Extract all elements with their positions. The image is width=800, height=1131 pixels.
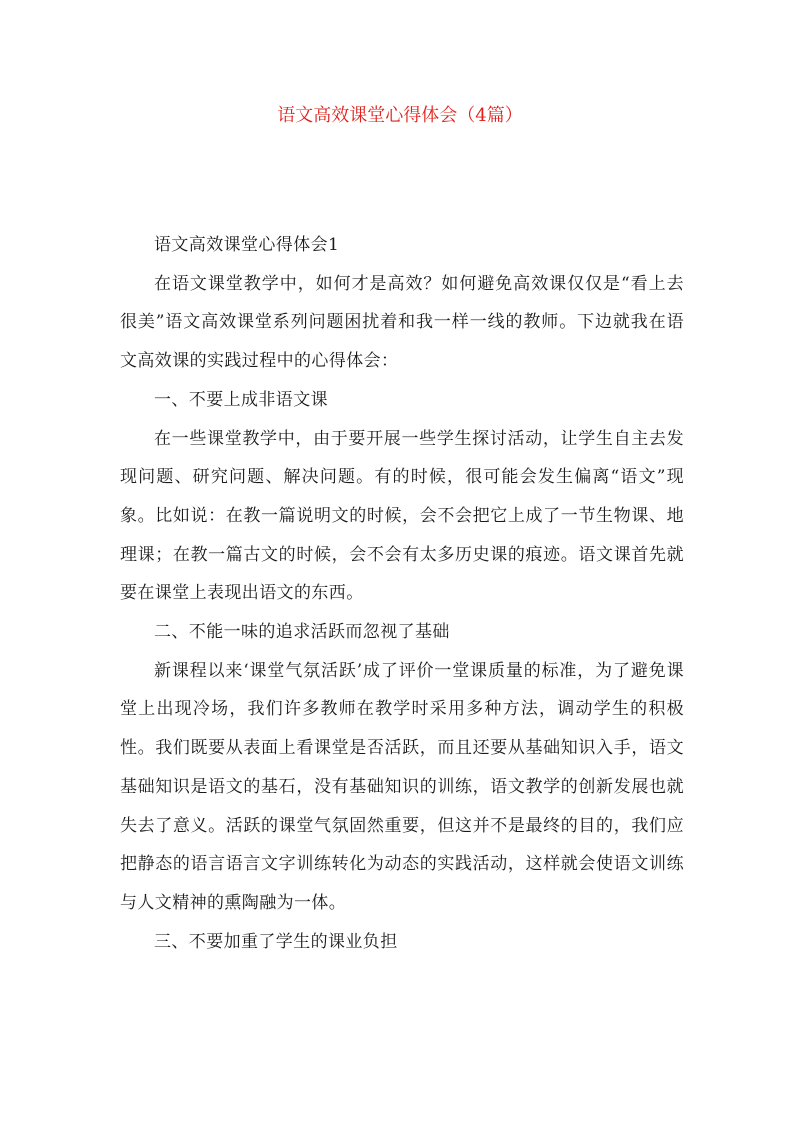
section-heading-1: 语文高效课堂心得体会1	[154, 235, 340, 255]
paragraph-point-1: 在一些课堂教学中，由于要开展一些学生探讨活动，让学生自主去发现问题、研究问题、解决问题。有的时候，很可能会发生偏离“语文”现象。比如说：在教一篇说明文的时候，会不会把它上成了一节生物课、地理课；在教一篇古文的时候，会不会有太多历史课的痕迹。语文课首先就要在课堂上表现出语文的东西。	[120, 428, 684, 604]
document-body	[120, 226, 684, 961]
paragraph-intro: 在语文课堂教学中，如何才是高效？如何避免高效课仅仅是“看上去很美”语文高效课堂系列问题困扰着和我一样一线的教师。下边就我在语文高效课的实践过程中的心得体会：	[120, 273, 684, 372]
point-heading-3: 三、不要加重了学生的课业负担	[154, 931, 398, 952]
point-heading-1: 一、不要上成非语文课	[154, 389, 328, 410]
paragraph-point-2: 新课程以来‘课堂气氛活跃’成了评价一堂课质量的标准，为了避免课堂上出现冷场，我们许多教师在教学时采用多种方法，调动学生的积极性。我们既要从表面上看课堂是否活跃，而且还要从基础知识入手，语文基础知识是语文的基石，没有基础知识的训练，语文教学的创新发展也就失去了意义。活跃的课堂气氛固然重要，但这并不是最终的目的，我们应把静态的语言语言文字训练转化为动态的实践活动，这样就会使语文训练与人文精神的熏陶融为一体。	[120, 660, 684, 913]
point-heading-2: 二、不能一味的追求活跃而忽视了基础	[154, 622, 450, 643]
page-title: 语文高效课堂心得体会（4篇）	[277, 105, 523, 126]
